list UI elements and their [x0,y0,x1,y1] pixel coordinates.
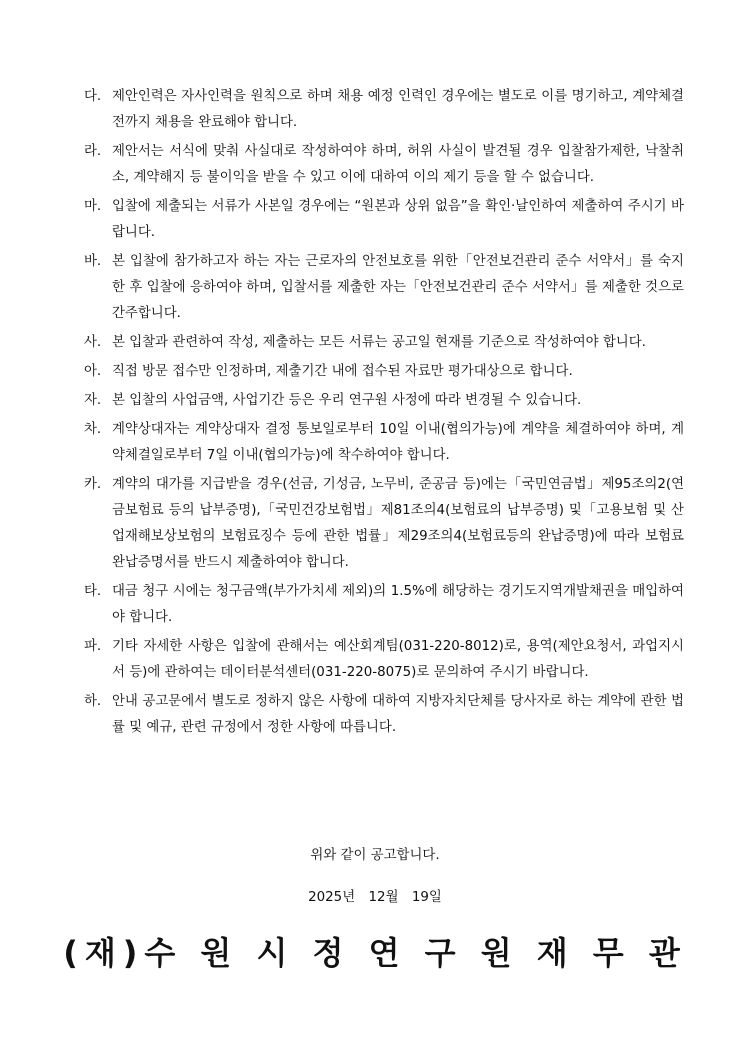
item-marker: 사. [84,335,102,350]
list-item [84,472,684,576]
item-text: 안내 공고문에서 별도로 정하지 않은 사항에 대하여 지방자치단체를 당사자로 하는 계약에 관한 법률 및 예규, 관련 규정에서 정한 사항에 따릅니다. [112,694,684,735]
list-item [84,417,684,469]
item-marker: 파. [84,639,102,654]
item-text: 계약상대자는 계약상대자 결정 통보일로부터 10일 이내(협의가능)에 계약을 체결하여야 하며, 계약체결일로부터 7일 이내(협의가능)에 착수하여야 합니다. [112,422,684,463]
item-marker: 하. [84,694,102,709]
list-item [84,194,684,246]
item-marker: 자. [84,393,102,408]
organization-name: (재)수 원 시 정 연 구 원 재 무 관 [63,934,687,972]
item-text: 본 입찰의 사업금액, 사업기간 등은 우리 연구원 사정에 따라 변경될 수 있습니다. [112,393,582,408]
item-text: 직접 방문 접수만 인정하며, 제출기간 내에 접수된 자료만 평가대상으로 합니다. [112,364,573,379]
list-item [84,330,684,356]
notice-date: 2025년 12월 19일 [308,890,442,905]
item-marker: 마. [84,199,102,214]
list-item [84,579,684,631]
item-marker: 다. [84,89,102,104]
item-text: 기타 자세한 사항은 입찰에 관해서는 예산회계팀(031-220-8012)로, 용역(제안요청서, 과업지시서 등)에 관하여는 데이터분석센터(031-220-8075)로 문의하여 주시기 바랍니다. [112,639,684,680]
item-text: 입찰에 제출되는 서류가 사본일 경우에는 “원본과 상위 없음”을 확인·날인하여 제출하여 주시기 바랍니다. [112,199,684,240]
item-marker: 바. [84,254,102,269]
closing-statement: 위와 같이 공고합니다. [310,848,440,863]
item-marker: 타. [84,584,102,599]
item-marker: 아. [84,364,102,379]
item-text: 본 입찰과 관련하여 작성, 제출하는 모든 서류는 공고일 현재를 기준으로 작성하여야 합니다. [112,335,646,350]
item-text: 계약의 대가를 지급받을 경우(선금, 기성금, 노무비, 준공금 등)에는「국민연금법」제95조의2(연금보험료 등의 납부증명),「국민건강보험법」제81조의4(보험료의 납부증명) 및「고용보험 및 산업재해보상보험의 보험료징수 등에 관한 법률」제29조의4(보험료등의 완납증명)에 따라 보험료 완납증명서를 반드시 제출하여야 합니다. [112,477,684,570]
list-item [84,689,684,741]
item-text: 제안서는 서식에 맞춰 사실대로 작성하여야 하며, 허위 사실이 발견될 경우 입찰참가제한, 낙찰취소, 계약해지 등 불이익을 받을 수 있고 이에 대하여 이의 제기 등을 할 수 없습니다. [112,144,684,185]
list-item [84,634,684,686]
list-item [84,249,684,327]
item-text: 제안인력은 자사인력을 원칙으로 하며 채용 예정 인력인 경우에는 별도로 이를 명기하고, 계약체결 전까지 채용을 완료해야 합니다. [112,89,684,130]
item-marker: 카. [84,477,102,492]
list-item [84,84,684,136]
item-text: 본 입찰에 참가하고자 하는 자는 근로자의 안전보호를 위한「안전보건관리 준수 서약서」를 숙지한 후 입찰에 응하여야 하며, 입찰서를 제출한 자는「안전보건관리 준수 서약서」를 제출한 것으로 간주합니다. [112,254,684,321]
list-item [84,139,684,191]
notice-items [84,84,684,744]
list-item [84,388,684,414]
item-marker: 라. [84,144,102,159]
item-text: 대금 청구 시에는 청구금액(부가가치세 제외)의 1.5%에 해당하는 경기도지역개발채권을 매입하여야 합니다. [112,584,684,625]
item-marker: 차. [84,422,102,437]
list-item [84,359,684,385]
